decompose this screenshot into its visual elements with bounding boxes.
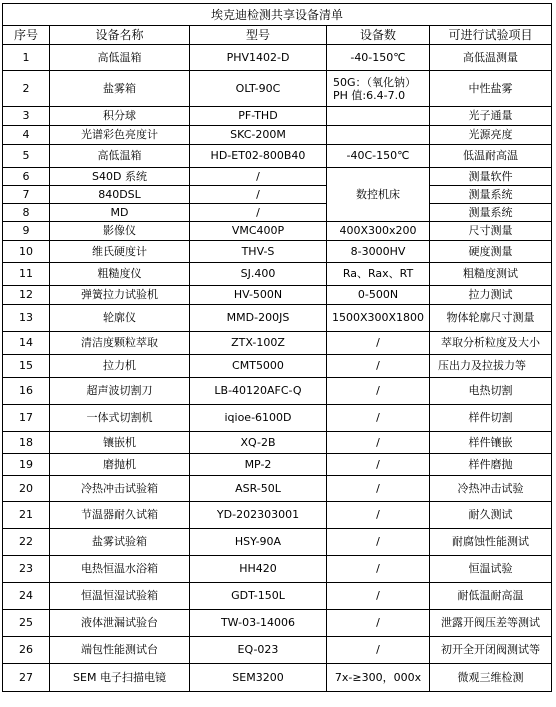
table-row: [3, 583, 552, 610]
table-row: [3, 405, 552, 432]
row-qty: /: [327, 583, 430, 610]
row-no: 10: [3, 241, 50, 263]
row-model: SJ.400: [190, 263, 327, 286]
row-no: 23: [3, 556, 50, 583]
row-name: 磨抛机: [50, 454, 190, 476]
row-no: 24: [3, 583, 50, 610]
row-name: 轮廓仪: [50, 305, 190, 332]
row-name: 影像仪: [50, 222, 190, 241]
row-no: 17: [3, 405, 50, 432]
row-name: 电热恒温水浴箱: [50, 556, 190, 583]
row-test: 光源亮度: [430, 126, 552, 145]
row-model: HV-500N: [190, 286, 327, 305]
row-model: LB-40120AFC-Q: [190, 378, 327, 405]
row-qty: /: [327, 405, 430, 432]
row-test: 样件磨抛: [430, 454, 552, 476]
table-row: [3, 529, 552, 556]
row-model: HSY-90A: [190, 529, 327, 556]
row-test: 光子通量: [430, 107, 552, 126]
table-row: [3, 454, 552, 476]
row-no: 1: [3, 45, 50, 71]
row-qty: /: [327, 610, 430, 637]
row-no: 3: [3, 107, 50, 126]
row-qty-line1: 50G：（氧化钠）: [333, 75, 417, 89]
equipment-table: [2, 3, 552, 692]
header-test: 可进行试验项目: [430, 26, 552, 45]
table-row: [3, 332, 552, 355]
row-qty: -40-150℃: [327, 45, 430, 71]
header-model: 型号: [190, 26, 327, 45]
row-name: 盐雾箱: [50, 71, 190, 107]
row-qty-line2: PH 值:6.4-7.0: [333, 88, 406, 102]
row-name: 一体式切割机: [50, 405, 190, 432]
row-no: 26: [3, 637, 50, 664]
row-qty: [327, 126, 430, 145]
table-row: [3, 222, 552, 241]
row-qty: /: [327, 332, 430, 355]
row-name: SEM 电子扫描电镜: [50, 664, 190, 692]
header-name: 设备名称: [50, 26, 190, 45]
row-name: 冷热冲击试验箱: [50, 476, 190, 502]
row-qty-merged: 数控机床: [327, 168, 430, 222]
row-test: 样件镶嵌: [430, 432, 552, 454]
row-no: 4: [3, 126, 50, 145]
row-qty: /: [327, 454, 430, 476]
row-qty: -40C-150℃: [327, 145, 430, 168]
table-row: [3, 610, 552, 637]
row-test: 恒温试验: [430, 556, 552, 583]
table-row: [3, 45, 552, 71]
row-test: 硬度测量: [430, 241, 552, 263]
row-test: 粗糙度测试: [430, 263, 552, 286]
row-model: GDT-150L: [190, 583, 327, 610]
row-name: MD: [50, 204, 190, 222]
row-qty: 7x-≥300，000x: [327, 664, 430, 692]
row-name: 光谱彩色亮度计: [50, 126, 190, 145]
row-test: 尺寸测量: [430, 222, 552, 241]
row-test: 高低温测量: [430, 45, 552, 71]
header-qty: 设备数: [327, 26, 430, 45]
row-name: 液体泄漏试验台: [50, 610, 190, 637]
row-no: 13: [3, 305, 50, 332]
row-model: PHV1402-D: [190, 45, 327, 71]
row-test: 测量系统: [430, 204, 552, 222]
row-test: 压出力及拉拔力等: [430, 355, 552, 378]
row-model: MMD-200JS: [190, 305, 327, 332]
row-model: VMC400P: [190, 222, 327, 241]
row-model: OLT-90C: [190, 71, 327, 107]
row-no: 7: [3, 186, 50, 204]
row-model: /: [190, 204, 327, 222]
row-no: 25: [3, 610, 50, 637]
row-qty: /: [327, 378, 430, 405]
row-test: 中性盐雾: [430, 71, 552, 107]
table-row: [3, 556, 552, 583]
row-name: 拉力机: [50, 355, 190, 378]
row-name: 镶嵌机: [50, 432, 190, 454]
row-model: YD-202303001: [190, 502, 327, 529]
row-name: 高低温箱: [50, 145, 190, 168]
table-row: [3, 107, 552, 126]
row-model: PF-THD: [190, 107, 327, 126]
table-row: [3, 355, 552, 378]
row-test: 泄露开阀压差等测试: [430, 610, 552, 637]
row-name: 端包性能测试台: [50, 637, 190, 664]
row-test: 耐腐蚀性能测试: [430, 529, 552, 556]
table-row: [3, 71, 552, 107]
row-qty: /: [327, 556, 430, 583]
row-test: 耐久测试: [430, 502, 552, 529]
row-no: 27: [3, 664, 50, 692]
row-model: /: [190, 168, 327, 186]
table-row: [3, 204, 552, 222]
table-row: [3, 168, 552, 186]
row-no: 18: [3, 432, 50, 454]
row-qty: /: [327, 502, 430, 529]
row-model: HH420: [190, 556, 327, 583]
row-test: 测量软件: [430, 168, 552, 186]
row-no: 6: [3, 168, 50, 186]
row-model: iqioe-6100D: [190, 405, 327, 432]
row-name: 积分球: [50, 107, 190, 126]
row-model: CMT5000: [190, 355, 327, 378]
table-row: [3, 263, 552, 286]
row-name: 粗糙度仪: [50, 263, 190, 286]
row-model: MP-2: [190, 454, 327, 476]
row-model: SKC-200M: [190, 126, 327, 145]
row-no: 16: [3, 378, 50, 405]
table-row: [3, 432, 552, 454]
row-model: HD-ET02-800B40: [190, 145, 327, 168]
row-qty: /: [327, 476, 430, 502]
row-name: 节温器耐久试箱: [50, 502, 190, 529]
row-model: TW-03-14006: [190, 610, 327, 637]
row-qty: /: [327, 637, 430, 664]
table-row: [3, 378, 552, 405]
row-test: 萃取分析粒度及大小: [430, 332, 552, 355]
row-model: THV-S: [190, 241, 327, 263]
row-qty: [327, 107, 430, 126]
row-no: 14: [3, 332, 50, 355]
row-no: 20: [3, 476, 50, 502]
row-name: S40D 系统: [50, 168, 190, 186]
row-test: 低温耐高温: [430, 145, 552, 168]
row-no: 19: [3, 454, 50, 476]
row-no: 22: [3, 529, 50, 556]
row-test: 样件切割: [430, 405, 552, 432]
row-model: SEM3200: [190, 664, 327, 692]
row-name: 840DSL: [50, 186, 190, 204]
table-row: [3, 186, 552, 204]
table-row: [3, 502, 552, 529]
table-row: [3, 145, 552, 168]
row-qty: 0-500N: [327, 286, 430, 305]
row-no: 12: [3, 286, 50, 305]
table-row: [3, 664, 552, 692]
row-model: ASR-50L: [190, 476, 327, 502]
row-qty: /: [327, 529, 430, 556]
row-name: 高低温箱: [50, 45, 190, 71]
table-row: [3, 241, 552, 263]
table-row: [3, 286, 552, 305]
row-qty: 1500X300X1800: [327, 305, 430, 332]
header-no: 序号: [3, 26, 50, 45]
row-name: 超声波切割刀: [50, 378, 190, 405]
row-qty: 8-3000HV: [327, 241, 430, 263]
table-row: [3, 305, 552, 332]
row-name: 盐雾试验箱: [50, 529, 190, 556]
row-test: 拉力测试: [430, 286, 552, 305]
row-model: XQ-2B: [190, 432, 327, 454]
equipment-sheet: [2, 3, 552, 692]
row-qty: /: [327, 432, 430, 454]
row-model: EQ-023: [190, 637, 327, 664]
row-no: 11: [3, 263, 50, 286]
table-title: 埃克迪检测共享设备清单: [3, 4, 552, 26]
row-qty: Ra、Rax、RT: [327, 263, 430, 286]
row-test: 电热切割: [430, 378, 552, 405]
row-name: 清洁度颗粒萃取: [50, 332, 190, 355]
row-qty: 400X300x200: [327, 222, 430, 241]
row-no: 9: [3, 222, 50, 241]
row-model: ZTX-100Z: [190, 332, 327, 355]
row-name: 维氏硬度计: [50, 241, 190, 263]
row-name: 恒温恒湿试验箱: [50, 583, 190, 610]
header-row: [3, 26, 552, 45]
row-no: 5: [3, 145, 50, 168]
row-test: 物体轮廓尺寸测量: [430, 305, 552, 332]
row-no: 21: [3, 502, 50, 529]
table-row: [3, 637, 552, 664]
row-name: 弹簧拉力试验机: [50, 286, 190, 305]
row-test: 微观三维检测: [430, 664, 552, 692]
row-test: 初开全开闭阀测试等: [430, 637, 552, 664]
row-no: 2: [3, 71, 50, 107]
row-test: 耐低温耐高温: [430, 583, 552, 610]
row-no: 8: [3, 204, 50, 222]
row-qty: [327, 71, 430, 107]
table-row: [3, 126, 552, 145]
row-test: 冷热冲击试验: [430, 476, 552, 502]
row-model: /: [190, 186, 327, 204]
table-row: [3, 476, 552, 502]
row-qty: /: [327, 355, 430, 378]
row-no: 15: [3, 355, 50, 378]
row-test: 测量系统: [430, 186, 552, 204]
